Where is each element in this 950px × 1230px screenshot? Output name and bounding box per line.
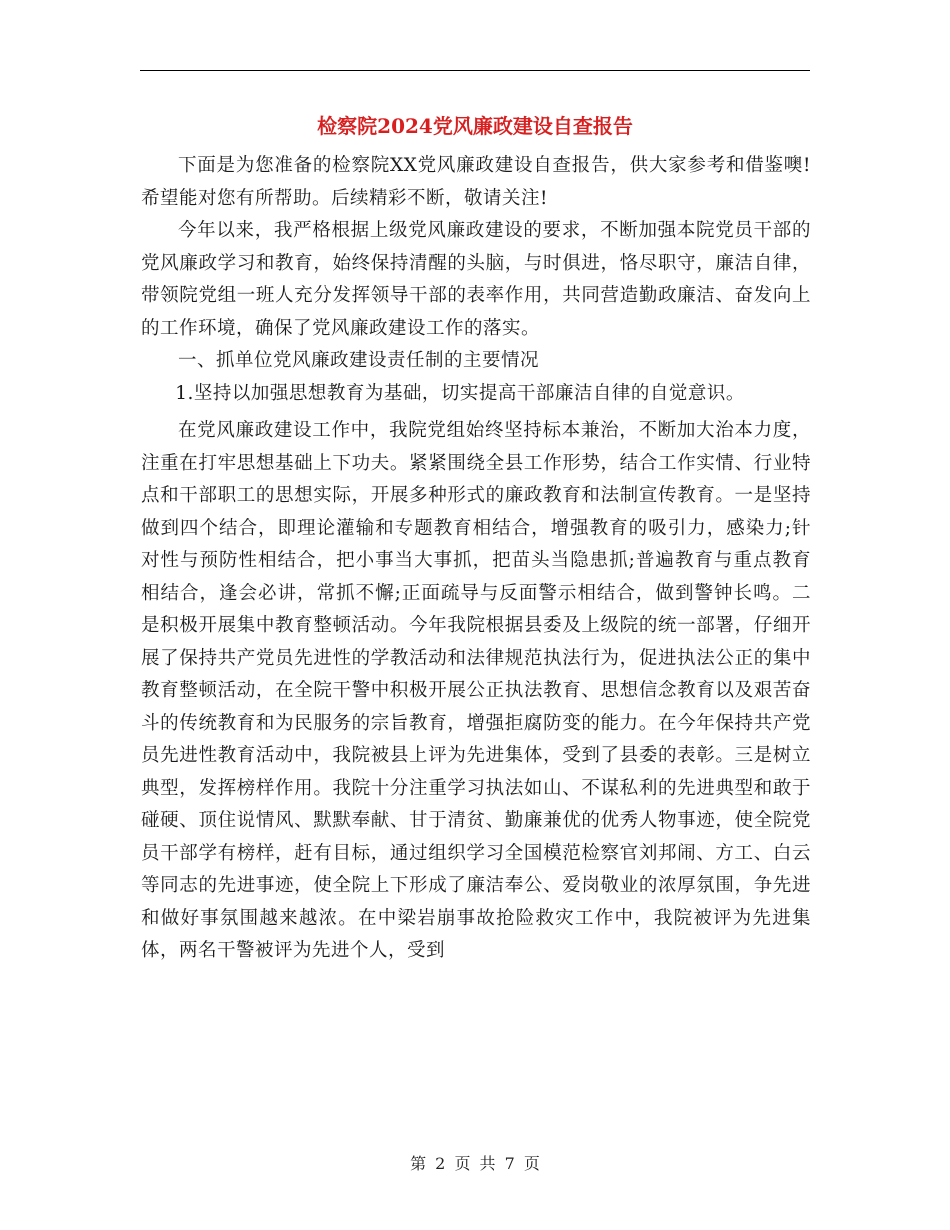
intro-paragraph: 下面是为您准备的检察院XX党风廉政建设自查报告，供大家参考和借鉴噢!希望能对您有所帮助。后续精彩不断，敬请关注!: [141, 155, 811, 209]
document-body: [141, 150, 811, 968]
detail-paragraph: 在党风廉政建设工作中，我院党组始终坚持标本兼治，不断加大治本力度，注重在打牢思想基础上下功夫。紧紧围绕全县工作形势，结合工作实情、行业特点和干部职工的思想实际，开展多种形式的廉政教育和法制宣传教育。一是坚持做到四个结合，即理论灌输和专题教育相结合，增强教育的吸引力，感染力;针对性与预防性相结合，把小事当大事抓，把苗头当隐患抓;普遍教育与重点教育相结合，逢会必讲，常抓不懈;正面疏导与反面警示相结合，做到警钟长鸣。二是积极开展集中教育整顿活动。今年我院根据县委及上级院的统一部署，仔细开展了保持共产党员先进性的学教活动和法律规范执法行为，促进执法公正的集中教育整顿活动，在全院干警中积极开展公正执法教育、思想信念教育以及艰苦奋斗的传统教育和为民服务的宗旨教育，增强拒腐防变的能力。在今年保持共产党员先进性教育活动中，我院被县上评为先进集体，受到了县委的表彰。三是树立典型，发挥榜样作用。我院十分注重学习执法如山、不谋私利的先进典型和敢于碰硬、顶住说情风、默默奉献、甘于清贫、勤廉兼优的优秀人物事迹，使全院党员干部学有榜样，赶有目标，通过组织学习全国模范检察官刘邦闹、方工、白云等同志的先进事迹，使全院上下形成了廉洁奉公、爱岗敬业的浓厚氛围，争先进和做好事氛围越来越浓。在中梁岩崩事故抢险救灾工作中，我院被评为先进集体，两名干警被评为先进个人，受到: [141, 420, 811, 961]
overview-paragraph: 今年以来，我严格根据上级党风廉政建设的要求，不断加强本院党员干部的党风廉政学习和教育，始终保持清醒的头脑，与时俱进，恪尽职守，廉洁自律，带领院党组一班人充分发挥领导干部的表率作用，共同营造勤政廉洁、奋发向上的工作环境，确保了党风廉政建设工作的落实。: [141, 220, 811, 339]
section-heading: 一、抓单位党风廉政建设责任制的主要情况: [178, 350, 540, 371]
document-title: 检察院2024党风廉政建设自查报告: [317, 114, 633, 138]
page-number: 第 2 页 共 7 页: [410, 1154, 540, 1173]
subsection-heading: 1.坚持以加强思想教育为基础，切实提高干部廉洁自律的自觉意识。: [175, 382, 745, 404]
header-rule: [140, 70, 810, 71]
